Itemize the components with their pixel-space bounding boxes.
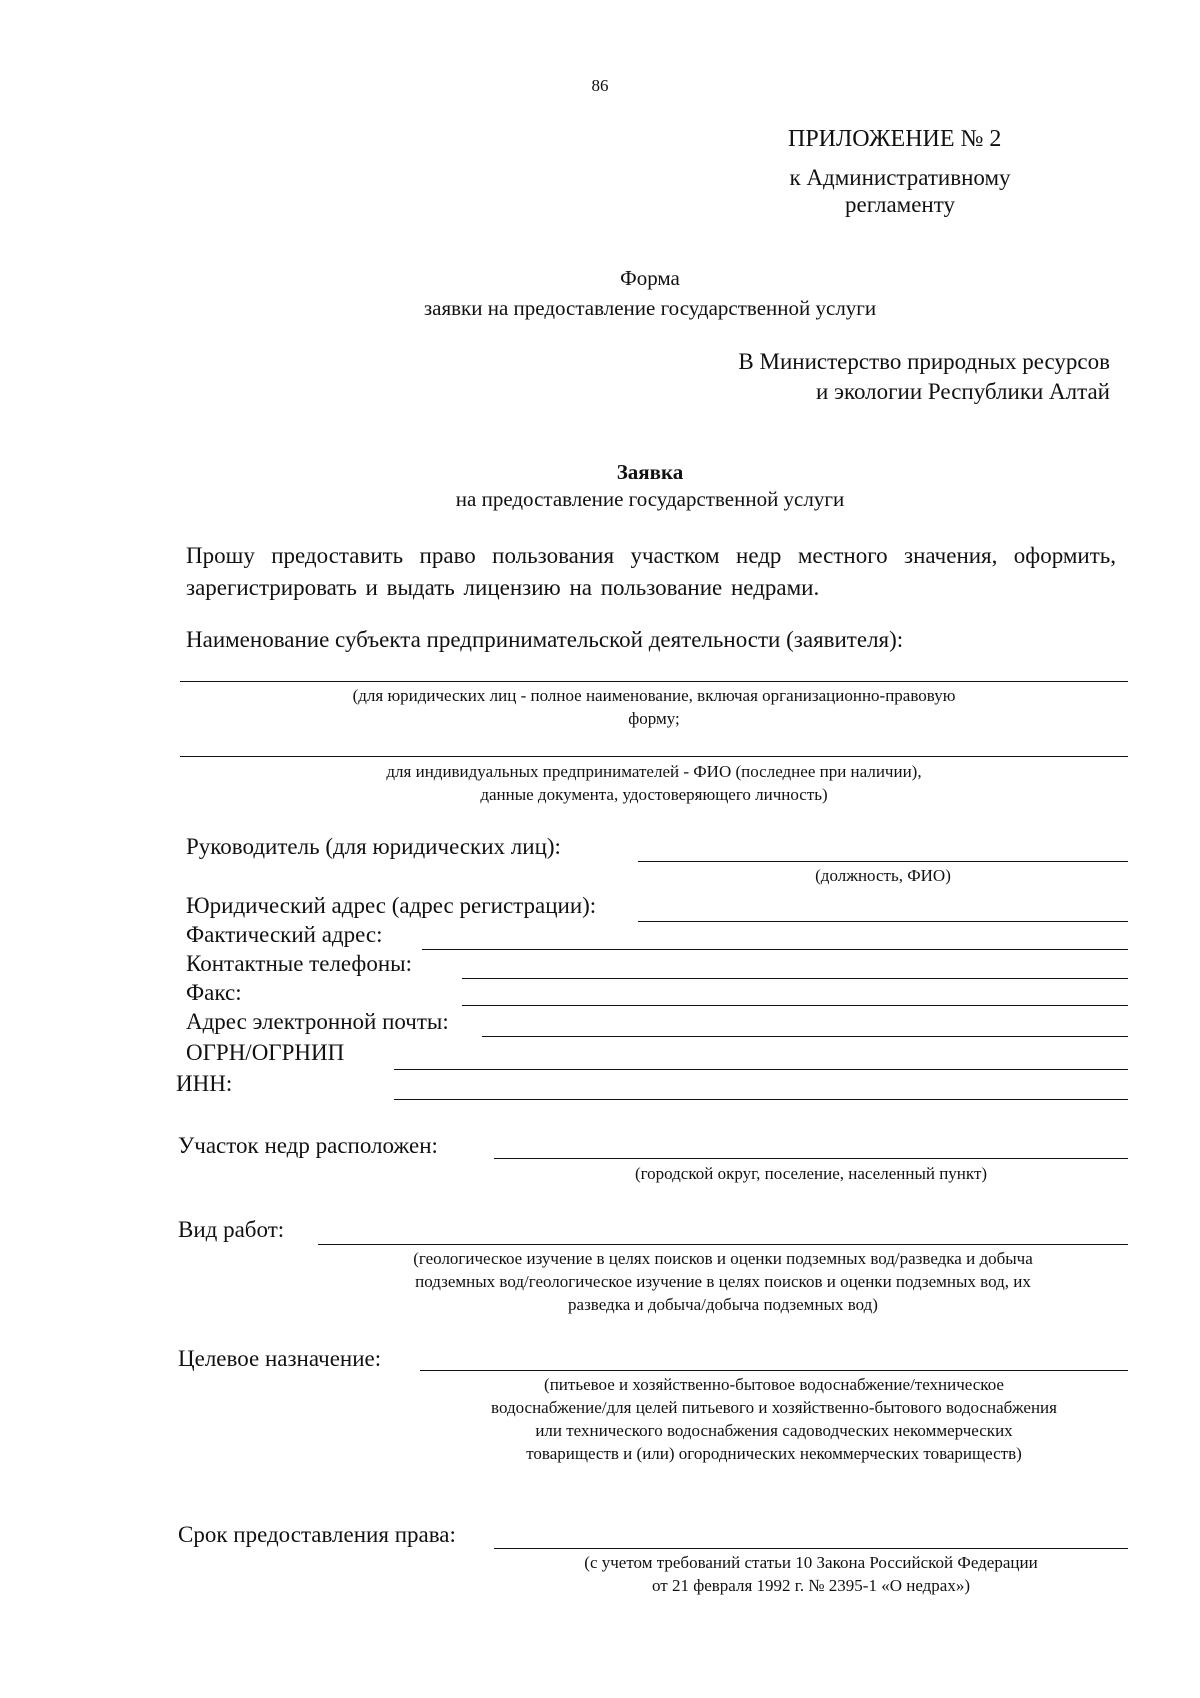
form-title-line-1: Форма bbox=[620, 266, 680, 290]
work-type-hint-line-1: (геологическое изучение в целях поисков и оценки подземных вод/разведка и добыча bbox=[413, 1249, 1033, 1268]
term-hint bbox=[494, 1551, 1128, 1597]
applicant-ip-hint bbox=[180, 760, 1128, 806]
subsoil-hint: (городской округ, поселение, населенный пункт) bbox=[634, 1164, 988, 1183]
addressee bbox=[640, 347, 1110, 407]
term-field[interactable] bbox=[494, 1548, 1128, 1549]
purpose-hint-line-3: или технического водоснабжения садоводческих некоммерческих bbox=[535, 1421, 1013, 1440]
work-type-hint bbox=[318, 1247, 1128, 1316]
addressee-line-1: В Министерство природных ресурсов bbox=[738, 349, 1110, 374]
purpose-hint-line-1: (питьевое и хозяйственно-бытовое водоснабжение/техническое bbox=[544, 1375, 1004, 1394]
form-title-line-2: заявки на предоставление государственной услуги bbox=[423, 296, 877, 320]
email-label: Адрес электронной почты: bbox=[186, 1009, 449, 1034]
request-text: Прошу предоставить право пользования участком недр местного значения, оформить, зарегистрировать и выдать лицензию на пользование недрами. bbox=[186, 543, 1116, 600]
inn-label: ИНН: bbox=[176, 1071, 233, 1096]
applicant-legal-hint-line-1: (для юридических лиц - полное наименование, включая организационно-правовую bbox=[352, 686, 956, 705]
work-type-hint-line-3: разведка и добыча/добыча подземных вод) bbox=[568, 1295, 878, 1314]
appendix-line-1: к Административному bbox=[789, 165, 1011, 190]
fax-label: Факс: bbox=[186, 980, 242, 1005]
ogrn-label: ОГРН/ОГРНИП bbox=[186, 1040, 345, 1065]
addressee-line-2: и экологии Республики Алтай bbox=[816, 379, 1110, 404]
applicant-legal-hint bbox=[180, 684, 1128, 730]
applicant-legal-hint-line-2: форму; bbox=[628, 709, 680, 728]
work-type-hint-line-2: подземных вод/геологическое изучение в целях поисков и оценки подземных вод, их bbox=[415, 1272, 1031, 1291]
phones-label: Контактные телефоны: bbox=[186, 951, 412, 976]
work-type-label: Вид работ: bbox=[178, 1217, 285, 1242]
page-number: 86 bbox=[591, 76, 609, 95]
legal-address-label: Юридический адрес (адрес регистрации): bbox=[186, 893, 597, 918]
appendix-subtitle bbox=[740, 164, 1060, 218]
head-hint: (должность, ФИО) bbox=[815, 866, 951, 885]
actual-address-field[interactable] bbox=[422, 949, 1128, 950]
term-label: Срок предоставления права: bbox=[178, 1522, 456, 1547]
legal-address-field[interactable] bbox=[638, 921, 1128, 922]
applicant-label: Наименование субъекта предпринимательской деятельности (заявителя): bbox=[186, 627, 904, 652]
purpose-hint bbox=[420, 1373, 1128, 1465]
applicant-ip-hint-line-1: для индивидуальных предпринимателей - ФИО (последнее при наличии), bbox=[386, 762, 922, 781]
ogrn-field[interactable] bbox=[394, 1069, 1128, 1070]
inn-field[interactable] bbox=[394, 1099, 1128, 1100]
purpose-hint-line-2: водоснабжение/для целей питьевого и хозяйственно-бытового водоснабжения bbox=[491, 1398, 1057, 1417]
application-subtitle: на предоставление государственной услуги bbox=[455, 487, 845, 511]
purpose-field[interactable] bbox=[420, 1370, 1128, 1371]
purpose-hint-line-4: товариществ и (или) огороднических некоммерческих товариществ) bbox=[526, 1444, 1022, 1463]
application-title: Заявка bbox=[616, 460, 684, 484]
appendix-line-2: регламенту bbox=[845, 192, 955, 217]
phones-field[interactable] bbox=[462, 978, 1128, 979]
term-hint-line-1: (с учетом требований статьи 10 Закона Российской Федерации bbox=[584, 1553, 1038, 1572]
term-hint-line-2: от 21 февраля 1992 г. № 2395-1 «О недрах») bbox=[651, 1576, 971, 1595]
head-label: Руководитель (для юридических лиц): bbox=[186, 834, 561, 859]
applicant-legal-field[interactable] bbox=[180, 681, 1128, 682]
head-field[interactable] bbox=[638, 861, 1128, 862]
fax-field[interactable] bbox=[462, 1005, 1128, 1006]
email-field[interactable] bbox=[482, 1036, 1128, 1037]
subsoil-field[interactable] bbox=[494, 1158, 1128, 1159]
work-type-field[interactable] bbox=[318, 1244, 1128, 1245]
actual-address-label: Фактический адрес: bbox=[186, 922, 383, 947]
applicant-ip-field[interactable] bbox=[180, 756, 1128, 757]
applicant-ip-hint-line-2: данные документа, удостоверяющего личность) bbox=[480, 785, 828, 804]
subsoil-label: Участок недр расположен: bbox=[178, 1133, 438, 1158]
appendix-title: ПРИЛОЖЕНИЕ № 2 bbox=[788, 126, 1002, 152]
form-title bbox=[0, 263, 1200, 323]
purpose-label: Целевое назначение: bbox=[178, 1346, 382, 1371]
